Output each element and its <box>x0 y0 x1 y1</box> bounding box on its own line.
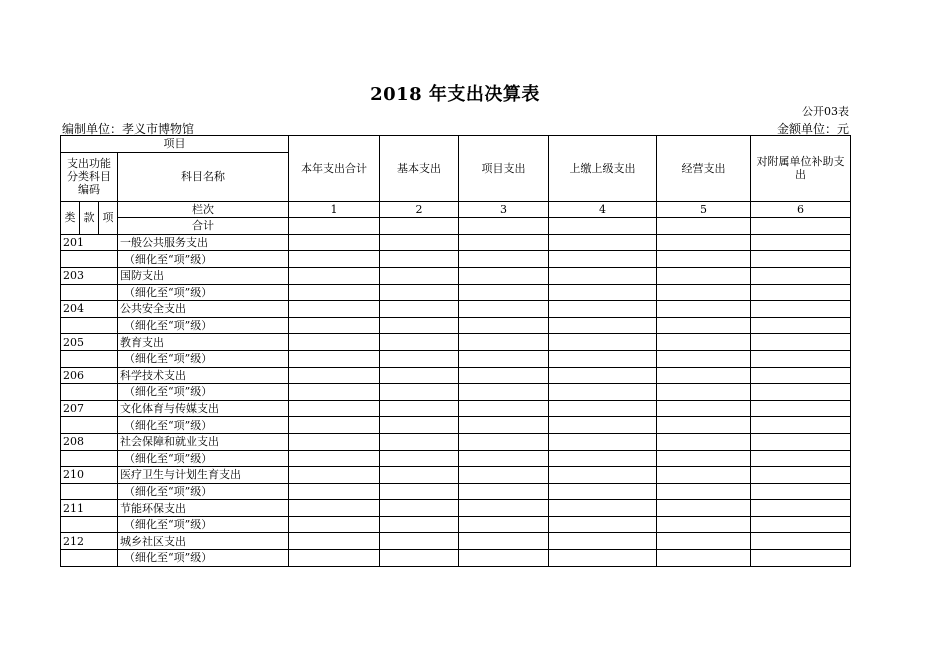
amount-cell <box>549 483 657 500</box>
amount-cell <box>380 516 459 533</box>
amount-cell <box>751 251 851 268</box>
amount-cell <box>549 400 657 417</box>
total-cell <box>657 218 751 235</box>
subject-name: （细化至“项”级） <box>118 350 289 367</box>
total-cell <box>459 218 549 235</box>
amount-cell <box>459 467 549 484</box>
amount-cell <box>751 417 851 434</box>
amount-cell <box>751 433 851 450</box>
amount-cell <box>459 384 549 401</box>
subject-code <box>61 550 118 567</box>
subject-code: 211 <box>61 500 118 517</box>
col-num-1: 1 <box>289 201 380 218</box>
amount-cell <box>657 450 751 467</box>
subject-code: 201 <box>61 234 118 251</box>
table-row <box>61 367 851 384</box>
expenditure-table <box>60 135 851 567</box>
amount-cell <box>459 483 549 500</box>
subject-code: 203 <box>61 267 118 284</box>
header-subject-name: 科目名称 <box>118 152 289 201</box>
subject-name: 教育支出 <box>118 334 289 351</box>
amount-cell <box>549 317 657 334</box>
subject-code <box>61 483 118 500</box>
subject-name: （细化至“项”级） <box>118 483 289 500</box>
table-row <box>61 400 851 417</box>
amount-cell <box>459 284 549 301</box>
amount-cell <box>289 516 380 533</box>
amount-cell <box>549 467 657 484</box>
amount-cell <box>459 450 549 467</box>
amount-cell <box>289 417 380 434</box>
header-lei: 类 <box>61 201 80 234</box>
total-cell <box>289 218 380 235</box>
amount-cell <box>751 267 851 284</box>
amount-cell <box>459 301 549 318</box>
amount-cell <box>549 334 657 351</box>
amount-cell <box>459 267 549 284</box>
amount-cell <box>289 500 380 517</box>
compiling-unit: 编制单位：孝义市博物馆 <box>62 122 195 136</box>
header-col-4: 上缴上级支出 <box>549 136 657 202</box>
amount-cell <box>657 301 751 318</box>
amount-cell <box>380 251 459 268</box>
col-num-3: 3 <box>459 201 549 218</box>
amount-cell <box>657 550 751 567</box>
amount-cell <box>549 450 657 467</box>
amount-cell <box>459 550 549 567</box>
amount-cell <box>289 400 380 417</box>
table-row <box>61 467 851 484</box>
amount-cell <box>380 284 459 301</box>
amount-cell <box>289 467 380 484</box>
header-col-1: 本年支出合计 <box>289 136 380 202</box>
header-col-5: 经营支出 <box>657 136 751 202</box>
amount-cell <box>549 251 657 268</box>
amount-cell <box>751 284 851 301</box>
amount-cell <box>657 516 751 533</box>
amount-cell <box>657 467 751 484</box>
subject-code <box>61 350 118 367</box>
amount-cell <box>289 284 380 301</box>
header-col-6: 对附属单位补助支出 <box>751 136 851 202</box>
amount-cell <box>380 400 459 417</box>
amount-cell <box>289 234 380 251</box>
amount-cell <box>657 350 751 367</box>
total-label: 合计 <box>118 218 289 235</box>
header-lanci: 栏次 <box>118 201 289 218</box>
amount-cell <box>751 234 851 251</box>
amount-cell <box>380 334 459 351</box>
col-num-5: 5 <box>657 201 751 218</box>
amount-cell <box>289 483 380 500</box>
amount-cell <box>459 533 549 550</box>
subject-code <box>61 516 118 533</box>
col-num-4: 4 <box>549 201 657 218</box>
amount-cell <box>751 400 851 417</box>
total-cell <box>751 218 851 235</box>
table-row <box>61 516 851 533</box>
subject-name: 文化体育与传媒支出 <box>118 400 289 417</box>
amount-cell <box>751 516 851 533</box>
amount-cell <box>657 533 751 550</box>
subject-code: 206 <box>61 367 118 384</box>
amount-cell <box>751 367 851 384</box>
subject-name: （细化至“项”级） <box>118 417 289 434</box>
subject-name: 公共安全支出 <box>118 301 289 318</box>
subject-code: 204 <box>61 301 118 318</box>
amount-cell <box>380 367 459 384</box>
subject-name: （细化至“项”级） <box>118 251 289 268</box>
table-row <box>61 500 851 517</box>
header-kuan: 款 <box>80 201 99 234</box>
subject-code <box>61 317 118 334</box>
subject-code <box>61 284 118 301</box>
amount-cell <box>549 367 657 384</box>
amount-cell <box>459 516 549 533</box>
amount-cell <box>380 500 459 517</box>
amount-cell <box>549 433 657 450</box>
header-col-3: 项目支出 <box>459 136 549 202</box>
amount-cell <box>657 384 751 401</box>
amount-cell <box>459 234 549 251</box>
amount-cell <box>657 267 751 284</box>
amount-cell <box>380 550 459 567</box>
amount-cell <box>657 334 751 351</box>
amount-cell <box>657 317 751 334</box>
amount-cell <box>380 533 459 550</box>
amount-cell <box>657 500 751 517</box>
amount-cell <box>549 516 657 533</box>
subject-code: 212 <box>61 533 118 550</box>
amount-cell <box>751 450 851 467</box>
amount-cell <box>289 533 380 550</box>
amount-cell <box>751 384 851 401</box>
currency-unit: 金额单位：元 <box>776 122 849 136</box>
amount-cell <box>549 267 657 284</box>
subject-code <box>61 251 118 268</box>
subject-name: （细化至“项”级） <box>118 384 289 401</box>
amount-cell <box>289 301 380 318</box>
subject-code: 208 <box>61 433 118 450</box>
subject-code <box>61 417 118 434</box>
amount-cell <box>380 483 459 500</box>
amount-cell <box>459 334 549 351</box>
amount-cell <box>289 550 380 567</box>
table-row <box>61 350 851 367</box>
amount-cell <box>751 350 851 367</box>
table-row <box>61 550 851 567</box>
amount-cell <box>549 350 657 367</box>
subject-name: 一般公共服务支出 <box>118 234 289 251</box>
amount-cell <box>657 284 751 301</box>
amount-cell <box>289 367 380 384</box>
amount-cell <box>459 433 549 450</box>
subject-name: 城乡社区支出 <box>118 533 289 550</box>
amount-cell <box>549 500 657 517</box>
subject-name: 国防支出 <box>118 267 289 284</box>
amount-cell <box>459 417 549 434</box>
subject-name: （细化至“项”级） <box>118 516 289 533</box>
table-row <box>61 317 851 334</box>
subject-code <box>61 384 118 401</box>
subject-name: 科学技术支出 <box>118 367 289 384</box>
amount-cell <box>289 334 380 351</box>
amount-cell <box>380 384 459 401</box>
amount-cell <box>657 251 751 268</box>
report-code: 公开03表 <box>802 105 849 118</box>
amount-cell <box>657 400 751 417</box>
table-row <box>61 533 851 550</box>
amount-cell <box>380 317 459 334</box>
amount-cell <box>657 417 751 434</box>
subject-name: （细化至“项”级） <box>118 317 289 334</box>
header-xiang: 项 <box>99 201 118 234</box>
table-row <box>61 417 851 434</box>
amount-cell <box>289 251 380 268</box>
amount-cell <box>289 317 380 334</box>
amount-cell <box>289 267 380 284</box>
amount-cell <box>549 533 657 550</box>
amount-cell <box>459 400 549 417</box>
subject-name: （细化至“项”级） <box>118 284 289 301</box>
table-row <box>61 284 851 301</box>
subject-name: 节能环保支出 <box>118 500 289 517</box>
amount-cell <box>459 317 549 334</box>
total-cell <box>549 218 657 235</box>
amount-cell <box>751 301 851 318</box>
table-row <box>61 483 851 500</box>
amount-cell <box>289 450 380 467</box>
amount-cell <box>380 267 459 284</box>
amount-cell <box>289 433 380 450</box>
amount-cell <box>549 284 657 301</box>
table-row <box>61 433 851 450</box>
table-row <box>61 234 851 251</box>
table-row <box>61 301 851 318</box>
subject-name: （细化至“项”级） <box>118 450 289 467</box>
amount-cell <box>459 367 549 384</box>
amount-cell <box>751 550 851 567</box>
amount-cell <box>380 467 459 484</box>
subject-name: 医疗卫生与计划生育支出 <box>118 467 289 484</box>
amount-cell <box>289 350 380 367</box>
amount-cell <box>549 417 657 434</box>
amount-cell <box>380 234 459 251</box>
amount-cell <box>751 317 851 334</box>
amount-cell <box>657 234 751 251</box>
amount-cell <box>459 251 549 268</box>
subject-name: 社会保障和就业支出 <box>118 433 289 450</box>
amount-cell <box>380 433 459 450</box>
table-row <box>61 450 851 467</box>
total-cell <box>380 218 459 235</box>
col-num-6: 6 <box>751 201 851 218</box>
amount-cell <box>380 417 459 434</box>
header-col-2: 基本支出 <box>380 136 459 202</box>
amount-cell <box>657 433 751 450</box>
subject-code: 207 <box>61 400 118 417</box>
page-title: 2018 年支出决算表 <box>370 84 540 105</box>
amount-cell <box>459 500 549 517</box>
table-row <box>61 251 851 268</box>
table-row <box>61 267 851 284</box>
subject-code <box>61 450 118 467</box>
amount-cell <box>380 301 459 318</box>
header-func-code: 支出功能分类科目编码 <box>61 152 118 201</box>
amount-cell <box>380 450 459 467</box>
amount-cell <box>657 483 751 500</box>
subject-code: 210 <box>61 467 118 484</box>
header-project: 项目 <box>61 136 289 153</box>
amount-cell <box>549 301 657 318</box>
amount-cell <box>380 350 459 367</box>
amount-cell <box>549 384 657 401</box>
amount-cell <box>751 533 851 550</box>
amount-cell <box>289 384 380 401</box>
subject-code: 205 <box>61 334 118 351</box>
amount-cell <box>549 234 657 251</box>
table-row <box>61 334 851 351</box>
col-num-2: 2 <box>380 201 459 218</box>
subject-name: （细化至“项”级） <box>118 550 289 567</box>
table-row <box>61 384 851 401</box>
amount-cell <box>751 334 851 351</box>
amount-cell <box>751 467 851 484</box>
amount-cell <box>459 350 549 367</box>
amount-cell <box>751 483 851 500</box>
amount-cell <box>549 550 657 567</box>
amount-cell <box>657 367 751 384</box>
amount-cell <box>751 500 851 517</box>
